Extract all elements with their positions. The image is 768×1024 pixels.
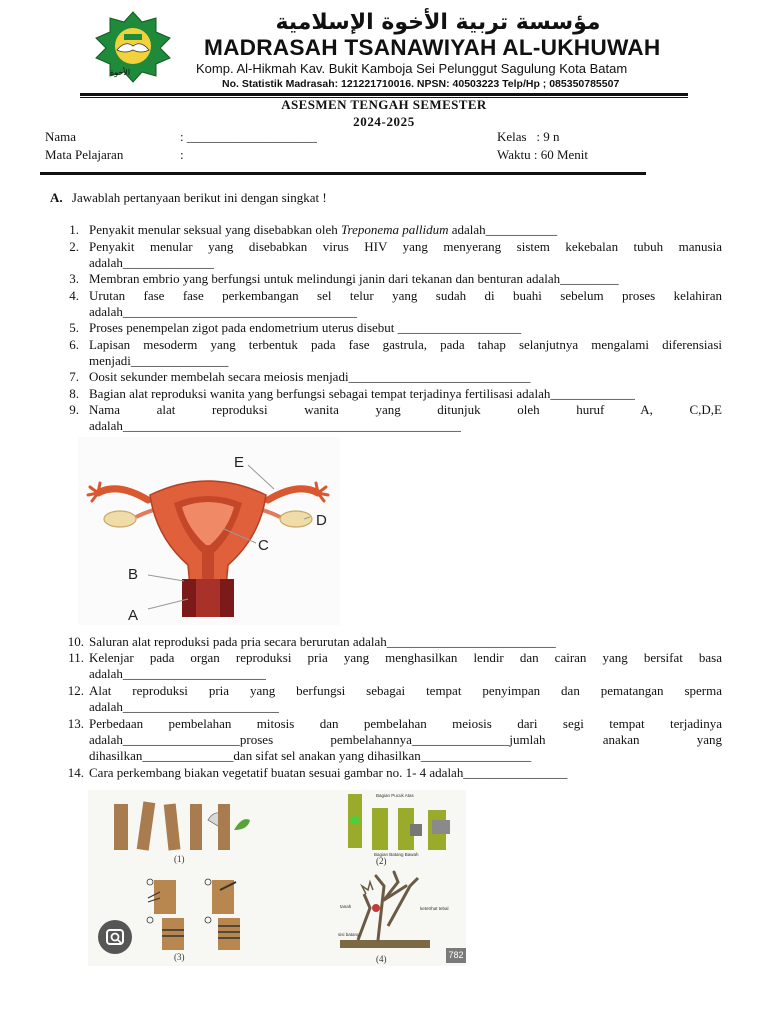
question-answer-line: adalah________________________ [89, 699, 279, 714]
section-a-heading [50, 190, 327, 206]
question-number: 14. [67, 765, 84, 780]
label-soil: tanah [340, 904, 352, 909]
header-separator [40, 172, 646, 175]
question-number: 3. [69, 271, 79, 286]
logo-text: الأخوة [110, 68, 131, 77]
question-answer-line: menjadi_______________ [89, 353, 229, 368]
label-bark: ketetrhat tebal [420, 906, 449, 911]
name-field: : ____________________ [180, 129, 317, 144]
question-number: 12. [67, 683, 84, 698]
question-text: Urutan fase fase perkembangan sel telur yang sudah di buahi sebelum proses kelahiran [89, 288, 722, 303]
label-d: D [316, 512, 327, 529]
question-number: 1. [69, 222, 79, 237]
species-name: Treponema pallidum [341, 222, 449, 237]
time-info: Waktu : 60 Menit [497, 147, 589, 162]
label-bottom-part: Bagian Batang Bawah [374, 852, 419, 857]
question-text: Alat reproduksi pria yang berfungsi sebagai tempat penyimpan dan pematangan sperma [89, 683, 722, 698]
label-a: A [128, 607, 139, 624]
question-number: 9. [69, 402, 79, 417]
question-number: 7. [69, 369, 79, 384]
question-answer-line: adalah______________________ [89, 666, 266, 681]
exam-year: 2024-2025 [353, 114, 415, 129]
subject-field: : [180, 147, 184, 162]
label-e: E [234, 454, 245, 471]
question-number: 2. [69, 239, 79, 254]
question-text-part: adalah___________ [448, 222, 558, 237]
question-text: Saluran alat reproduksi pada pria secara berurutan adalah__________________________ [89, 634, 556, 649]
question-number: 6. [69, 337, 79, 352]
label-top-part: Bagian Pucuk Atas [376, 793, 414, 798]
section-instruction: Jawablah pertanyaan berikut ini dengan singkat ! [71, 190, 327, 205]
subject-label: Mata Pelajaran [45, 147, 124, 162]
question-text: Bagian alat reproduksi wanita yang berfungsi sebagai tempat terjadinya fertilisasi adalah_____________ [89, 386, 635, 401]
school-statistics: No. Statistik Madrasah: 121221710016. NPSN: 40503223 Telp/Hp ; 085350785507 [222, 78, 620, 90]
question-answer-line: adalah____________________________________ [89, 304, 357, 319]
question-number: 8. [69, 386, 79, 401]
class-info: Kelas : 9 n [497, 129, 560, 144]
label-stem-side: sisi batang [338, 932, 360, 937]
school-address: Komp. Al-Hikmah Kav. Bukit Kamboja Sei Pelunggut Sagulung Kota Batam [196, 61, 628, 76]
section-letter: A. [50, 190, 63, 205]
label-c: C [258, 537, 269, 554]
caption-1: (1) [174, 854, 185, 864]
caption-4: (4) [376, 954, 387, 964]
question-text: Kelenjar pada organ reproduksi pria yang menghasilkan lendir dan cairan yang bersifat basa [89, 650, 722, 665]
question-text: Penyakit menular yang disebabkan virus HIV yang menyerang sistem kekebalan tubuh manusia [89, 239, 722, 254]
question-answer-line: adalah______________ [89, 255, 214, 270]
exam-title: ASESMEN TENGAH SEMESTER [281, 97, 487, 112]
lens-icon [98, 920, 132, 954]
lens-search-button[interactable] [98, 920, 132, 954]
name-label: Nama [45, 129, 77, 144]
question-text: Cara perkembang biakan vegetatif buatan sesuai gambar no. 1- 4 adalah________________ [89, 765, 568, 780]
question-text: Lapisan mesoderm yang terbentuk pada fase gastrula, pada tahap selanjutnya mengalami diferensiasi [89, 337, 722, 352]
question-text: Oosit sekunder membelah secara meiosis menjadi____________________________ [89, 369, 531, 384]
question-answer-line: adalah____________________________________________________ [89, 418, 461, 433]
question-number: 11. [68, 650, 84, 665]
question-answer-line: adalah__________________proses pembelahannya_______________jumlah anakan yang [89, 732, 722, 747]
question-text-part: Penyakit menular seksual yang disebabkan oleh [89, 222, 341, 237]
caption-2: (2) [376, 856, 387, 866]
label-b: B [128, 566, 139, 583]
question-text: Perbedaan pembelahan mitosis dan pembelahan meiosis dari segi tempat terjadinya [89, 716, 722, 731]
question-number: 4. [69, 288, 79, 303]
page-badge: 782 [446, 948, 466, 963]
female-reproductive-diagram [78, 437, 340, 625]
header-rule [80, 93, 688, 96]
question-answer-line: dihasilkan______________dan sifat sel anakan yang dihasilkan_________________ [89, 748, 532, 763]
question-text: Proses penempelan zigot pada endometrium uterus disebut ___________________ [89, 320, 522, 335]
vegetative-propagation-figure [88, 790, 466, 966]
question-text [89, 222, 557, 238]
question-number: 5. [69, 320, 79, 335]
question-text: Nama alat reproduksi wanita yang ditunjuk oleh huruf A, C,D,E [89, 402, 722, 417]
question-number: 10. [67, 634, 84, 649]
school-logo [84, 10, 182, 86]
arabic-foundation-name: مؤسسة تربية الأخوة الإسلامية [275, 10, 601, 35]
caption-3: (3) [174, 952, 185, 962]
question-text: Membran embrio yang berfungsi untuk melindungi janin dari tekanan dan benturan adalah_________ [89, 271, 619, 286]
question-number: 13. [67, 716, 84, 731]
school-name: MADRASAH TSANAWIYAH AL-UKHUWAH [204, 35, 661, 60]
